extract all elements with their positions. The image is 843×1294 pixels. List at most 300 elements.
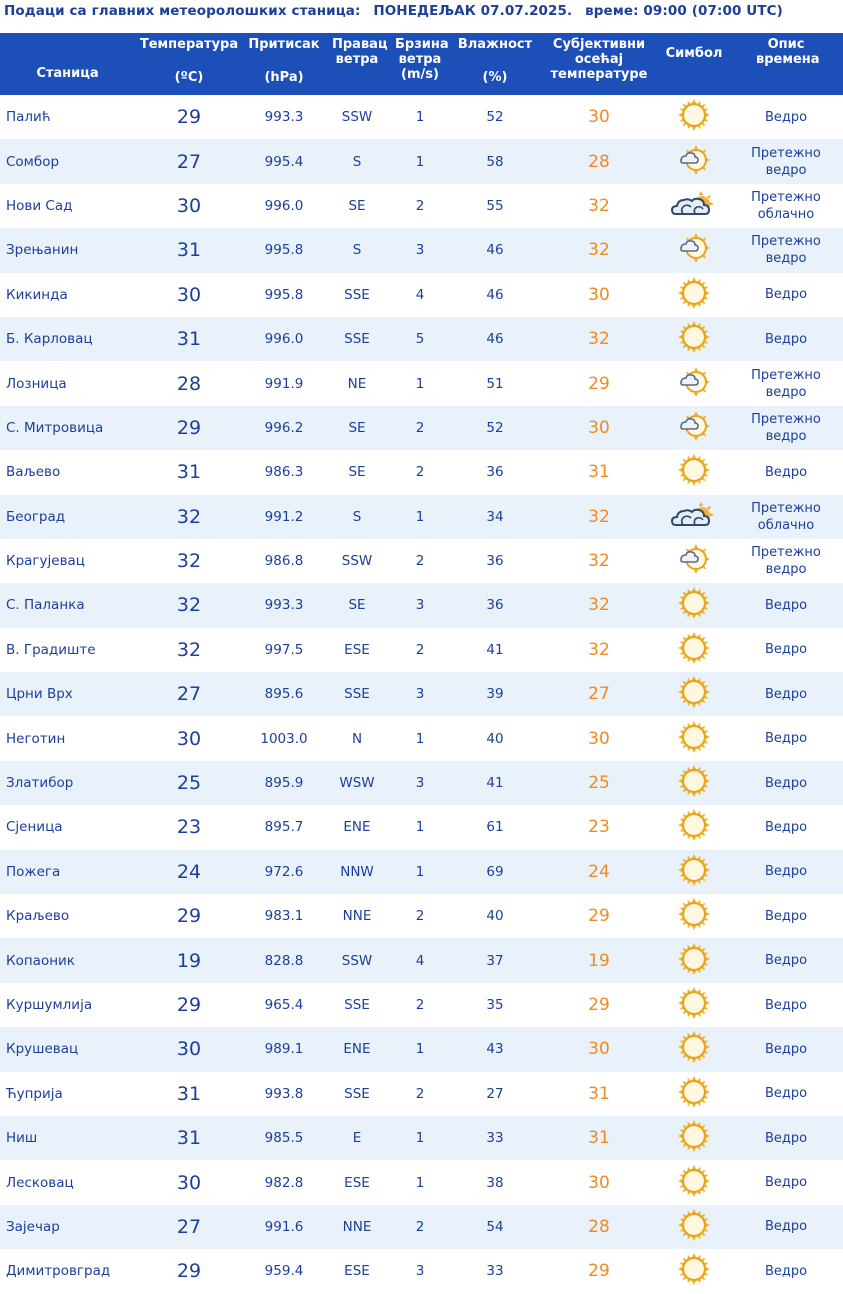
table-row [0, 273, 843, 317]
station-name: В. Градиште [6, 641, 96, 658]
humidity-value: 43 [486, 1041, 504, 1058]
table-row [0, 406, 843, 450]
wind-speed-value: 3 [415, 775, 425, 792]
table-header [0, 33, 843, 95]
pressure-value: 993.3 [264, 109, 304, 126]
wind-direction-value: SSE [344, 1085, 370, 1102]
station-name: С. Паланка [6, 597, 85, 614]
sun-icon [677, 98, 711, 136]
station-name: Лозница [6, 375, 67, 392]
humidity-value: 61 [486, 819, 504, 836]
weather-symbol [659, 894, 729, 938]
table-row [0, 228, 843, 272]
sun-icon [677, 276, 711, 314]
station-name: Краљево [6, 908, 70, 925]
wind-speed-value: 4 [415, 286, 425, 303]
feels-like-value: 31 [588, 1128, 610, 1149]
humidity-value: 27 [486, 1085, 504, 1102]
table-row [0, 894, 843, 938]
feels-like-value: 28 [588, 151, 610, 172]
temperature-value: 29 [176, 106, 202, 129]
title-date: ПОНЕДЕЉАК 07.07.2025. [373, 3, 573, 19]
station-name: Ћуприја [6, 1085, 63, 1102]
temperature-value: 29 [176, 416, 202, 439]
wind-speed-value: 2 [415, 1218, 425, 1235]
pressure-value: 972.6 [264, 863, 304, 880]
table-row [0, 983, 843, 1027]
wind-speed-value: 1 [415, 109, 425, 126]
station-name: Пожега [6, 863, 61, 880]
sun-icon [677, 853, 711, 891]
humidity-value: 69 [486, 863, 504, 880]
weather-symbol [659, 139, 729, 183]
temperature-value: 31 [176, 461, 202, 484]
wind-speed-value: 2 [415, 464, 425, 481]
table-row [0, 716, 843, 760]
wind-direction-value: SE [348, 464, 366, 481]
wind-speed-value: 1 [415, 1130, 425, 1147]
humidity-value: 41 [486, 641, 504, 658]
temperature-value: 32 [176, 594, 202, 617]
wind-direction-value: SE [348, 597, 366, 614]
weather-symbol [659, 1027, 729, 1071]
sun-cloud-icon [677, 542, 711, 580]
weather-symbol [659, 539, 729, 583]
sun-icon [677, 1208, 711, 1246]
station-name: Ваљево [6, 464, 61, 481]
wind-speed-value: 3 [415, 597, 425, 614]
temperature-value: 29 [176, 994, 202, 1016]
weather-description: Ведро [764, 819, 808, 835]
pressure-value: 995.4 [264, 153, 304, 170]
wind-speed-value: 2 [415, 197, 425, 214]
station-name: Крагујевац [6, 553, 85, 570]
table-row [0, 583, 843, 627]
wind-speed-value: 2 [415, 997, 425, 1013]
table-row [0, 761, 843, 805]
station-name: Зајечар [6, 1218, 60, 1235]
feels-like-value: 31 [588, 1083, 610, 1104]
weather-description: Претежно ведро [751, 234, 821, 267]
temperature-value: 30 [176, 727, 202, 750]
table-row [0, 628, 843, 672]
pressure-value: 959.4 [264, 1263, 304, 1280]
feels-like-value: 25 [588, 773, 610, 794]
pressure-value: 895.9 [264, 775, 304, 792]
weather-symbol [659, 761, 729, 805]
wind-speed-value: 1 [415, 1041, 425, 1058]
temperature-value: 31 [176, 328, 202, 351]
title-time: време: 09:00 (07:00 UTC) [585, 3, 783, 19]
wind-direction-value: ENE [343, 819, 371, 836]
pressure-value: 983.1 [264, 908, 304, 925]
wind-direction-value: NE [347, 375, 367, 392]
wind-direction-value: SSW [341, 553, 373, 570]
pressure-value: 986.8 [264, 553, 304, 570]
col-feels-like: Субјективни осећај температуре [550, 37, 648, 82]
table-row [0, 539, 843, 583]
wind-speed-value: 3 [415, 686, 425, 703]
wind-direction-value: NNW [340, 863, 374, 880]
humidity-value: 38 [486, 1174, 504, 1191]
pressure-value: 965.4 [264, 997, 304, 1013]
wind-speed-value: 2 [415, 1085, 425, 1102]
station-name: Златибор [6, 775, 74, 792]
feels-like-value: 32 [588, 506, 610, 527]
station-name: Кикинда [6, 286, 68, 303]
humidity-value: 46 [486, 286, 504, 303]
humidity-value: 54 [486, 1218, 504, 1235]
table-row [0, 1116, 843, 1160]
weather-symbol [659, 273, 729, 317]
pressure-value: 993.3 [264, 597, 304, 614]
table-row [0, 450, 843, 494]
humidity-value: 36 [486, 464, 504, 481]
humidity-value: 35 [486, 997, 504, 1013]
weather-symbol [659, 228, 729, 272]
feels-like-value: 32 [588, 595, 610, 616]
temperature-value: 31 [176, 239, 202, 262]
weather-description: Претежно ведро [751, 145, 821, 178]
temperature-value: 30 [176, 194, 202, 217]
feels-like-value: 19 [588, 950, 610, 971]
feels-like-value: 30 [588, 728, 610, 749]
pressure-value: 995.8 [264, 242, 304, 259]
wind-direction-value: S [352, 242, 362, 259]
sun-icon [677, 1030, 711, 1068]
col-temp: Температура (ºC) [139, 37, 239, 85]
temperature-value: 27 [176, 150, 202, 173]
wind-speed-value: 1 [415, 508, 425, 525]
feels-like-value: 30 [588, 417, 610, 438]
humidity-value: 40 [486, 908, 504, 925]
table-row [0, 1160, 843, 1204]
cloud-sun-icon [671, 498, 717, 536]
feels-like-value: 30 [588, 1172, 610, 1193]
wind-direction-value: N [351, 730, 363, 747]
station-name: Зрењанин [6, 242, 79, 259]
wind-direction-value: NNE [342, 1218, 372, 1235]
pressure-value: 985.5 [264, 1130, 304, 1147]
pressure-value: 991.2 [264, 508, 304, 525]
wind-speed-value: 2 [415, 908, 425, 925]
sun-icon [677, 986, 711, 1024]
station-name: Ниш [6, 1130, 38, 1147]
temperature-value: 24 [176, 860, 202, 883]
wind-direction-value: SE [348, 419, 366, 436]
humidity-value: 46 [486, 331, 504, 348]
feels-like-value: 24 [588, 861, 610, 882]
wind-speed-value: 2 [415, 419, 425, 436]
temperature-value: 30 [176, 283, 202, 306]
temperature-value: 25 [176, 772, 202, 795]
feels-like-value: 30 [588, 1039, 610, 1060]
weather-description: Ведро [764, 1130, 808, 1146]
feels-like-value: 32 [588, 551, 610, 572]
wind-direction-value: SSW [341, 952, 373, 969]
pressure-value: 993.8 [264, 1085, 304, 1102]
wind-direction-value: SSE [344, 997, 370, 1013]
title-prefix: Подаци са главних метеоролошких станица: [4, 3, 361, 19]
wind-speed-value: 2 [415, 641, 425, 658]
wind-direction-value: SE [348, 197, 366, 214]
pressure-value: 989.1 [264, 1041, 304, 1058]
table-row [0, 672, 843, 716]
weather-symbol [659, 628, 729, 672]
station-name: Лесковац [6, 1174, 74, 1191]
station-name: Копаоник [6, 952, 75, 969]
feels-like-value: 29 [588, 1261, 610, 1282]
table-row [0, 1205, 843, 1249]
sun-icon [677, 808, 711, 846]
wind-direction-value: ESE [344, 1174, 370, 1191]
col-station: Станица [36, 65, 99, 81]
weather-symbol [659, 1160, 729, 1204]
pressure-value: 986.3 [264, 464, 304, 481]
temperature-value: 32 [176, 638, 202, 661]
weather-description: Претежно ведро [751, 411, 821, 444]
station-name: Нови Сад [6, 197, 73, 214]
temperature-value: 29 [176, 905, 202, 928]
weather-symbol [659, 1116, 729, 1160]
temperature-value: 27 [176, 1215, 202, 1238]
sun-cloud-icon [677, 365, 711, 403]
pressure-value: 996.2 [264, 419, 304, 436]
feels-like-value: 29 [588, 995, 610, 1015]
table-row [0, 317, 843, 361]
table-row [0, 95, 843, 139]
pressure-value: 895.7 [264, 819, 304, 836]
station-name: Сомбор [6, 153, 60, 170]
temperature-value: 27 [176, 683, 202, 706]
weather-description: Ведро [764, 1175, 808, 1191]
sun-cloud-icon [677, 231, 711, 269]
weather-symbol [659, 450, 729, 494]
feels-like-value: 23 [588, 817, 610, 838]
temperature-value: 32 [176, 550, 202, 573]
station-name: Куршумлија [6, 997, 93, 1013]
page-title [4, 3, 791, 19]
humidity-value: 36 [486, 553, 504, 570]
weather-symbol [659, 850, 729, 894]
table-row [0, 139, 843, 183]
humidity-value: 33 [486, 1130, 504, 1147]
sun-cloud-icon [677, 143, 711, 181]
feels-like-value: 29 [588, 373, 610, 394]
station-name: Црни Врх [6, 686, 73, 703]
weather-symbol [659, 938, 729, 982]
humidity-value: 40 [486, 730, 504, 747]
wind-direction-value: NNE [342, 908, 372, 925]
sun-icon [677, 897, 711, 935]
col-pressure: Притисак (hPa) [248, 37, 320, 85]
station-name: Димитровград [6, 1263, 111, 1280]
col-humidity: Влажност (%) [457, 37, 533, 85]
weather-description: Претежно ведро [751, 367, 821, 400]
weather-symbol [659, 317, 729, 361]
feels-like-value: 32 [588, 195, 610, 216]
wind-direction-value: SSW [341, 109, 373, 126]
feels-like-value: 30 [588, 284, 610, 305]
col-symbol: Симбол [665, 46, 723, 61]
temperature-value: 31 [176, 1082, 202, 1105]
weather-symbol [659, 672, 729, 716]
wind-direction-value: ESE [344, 641, 370, 658]
table-row [0, 938, 843, 982]
wind-direction-value: SSE [344, 686, 370, 703]
sun-icon [677, 1075, 711, 1113]
wind-speed-value: 1 [415, 1174, 425, 1191]
humidity-value: 52 [486, 109, 504, 126]
humidity-value: 55 [486, 197, 504, 214]
sun-icon [677, 631, 711, 669]
humidity-value: 51 [486, 375, 504, 392]
station-name: Београд [6, 508, 66, 525]
table-row [0, 495, 843, 539]
sun-icon [677, 675, 711, 713]
wind-direction-value: S [352, 153, 362, 170]
sun-icon [677, 1119, 711, 1157]
pressure-value: 991.6 [264, 1218, 304, 1235]
cloud-sun-icon [671, 187, 717, 225]
wind-speed-value: 2 [415, 553, 425, 570]
weather-symbol [659, 1205, 729, 1249]
weather-symbol [659, 1249, 729, 1293]
weather-description: Ведро [764, 1263, 808, 1279]
temperature-value: 30 [176, 1171, 202, 1194]
sun-icon [677, 1252, 711, 1290]
pressure-value: 1003.0 [260, 730, 308, 747]
sun-icon [677, 586, 711, 624]
wind-speed-value: 1 [415, 730, 425, 747]
pressure-value: 991.9 [264, 375, 304, 392]
wind-speed-value: 5 [415, 331, 425, 348]
table-row [0, 361, 843, 405]
table-row [0, 805, 843, 849]
sun-icon [677, 942, 711, 980]
pressure-value: 895.6 [264, 686, 304, 703]
wind-speed-value: 3 [415, 242, 425, 259]
weather-symbol [659, 95, 729, 139]
temperature-value: 32 [176, 505, 202, 528]
table-row [0, 850, 843, 894]
wind-direction-value: SSE [344, 286, 370, 303]
wind-direction-value: ESE [344, 1263, 370, 1280]
weather-description: Ведро [764, 686, 808, 702]
sun-icon [677, 1164, 711, 1202]
weather-description: Ведро [764, 1041, 808, 1057]
humidity-value: 34 [486, 508, 504, 525]
weather-symbol [659, 716, 729, 760]
feels-like-value: 30 [588, 107, 610, 128]
humidity-value: 37 [486, 952, 504, 969]
weather-symbol [659, 983, 729, 1027]
wind-direction-value: WSW [339, 775, 375, 792]
station-name: Сјеница [6, 819, 63, 836]
weather-description: Претежно облачно [751, 500, 821, 533]
feels-like-value: 29 [588, 906, 610, 927]
wind-direction-value: E [352, 1130, 362, 1147]
weather-description: Ведро [764, 331, 808, 347]
weather-description: Ведро [764, 287, 808, 303]
humidity-value: 39 [486, 686, 504, 703]
table-row [0, 1072, 843, 1116]
humidity-value: 58 [486, 153, 504, 170]
temperature-value: 19 [176, 949, 202, 972]
humidity-value: 46 [486, 242, 504, 259]
weather-description: Ведро [764, 1219, 808, 1235]
table-row [0, 184, 843, 228]
station-name: Неготин [6, 730, 66, 747]
sun-icon [677, 320, 711, 358]
humidity-value: 33 [486, 1263, 504, 1280]
col-wind-direction: Правац ветра [332, 37, 388, 67]
sun-icon [677, 720, 711, 758]
weather-description: Ведро [764, 597, 808, 613]
weather-description: Ведро [764, 864, 808, 880]
humidity-value: 36 [486, 597, 504, 614]
table-row [0, 1249, 843, 1293]
pressure-value: 982.8 [264, 1174, 304, 1191]
feels-like-value: 32 [588, 240, 610, 261]
feels-like-value: 32 [588, 329, 610, 350]
temperature-value: 29 [176, 1260, 202, 1283]
wind-speed-value: 1 [415, 375, 425, 392]
weather-symbol [659, 583, 729, 627]
wind-speed-value: 4 [415, 952, 425, 969]
weather-description: Претежно облачно [751, 189, 821, 222]
weather-table [0, 33, 843, 1294]
weather-symbol [659, 406, 729, 450]
weather-symbol [659, 184, 729, 228]
temperature-value: 23 [176, 816, 202, 839]
weather-description: Ведро [764, 109, 808, 125]
col-wind-speed: Брзина ветра (m/s) [395, 37, 449, 82]
weather-symbol [659, 1072, 729, 1116]
sun-icon [677, 453, 711, 491]
station-name: С. Митровица [6, 419, 104, 436]
station-name: Крушевац [6, 1041, 79, 1058]
temperature-value: 28 [176, 372, 202, 395]
col-description: Опис времена [756, 37, 820, 67]
weather-symbol [659, 361, 729, 405]
humidity-value: 41 [486, 775, 504, 792]
weather-description: Ведро [764, 997, 808, 1013]
weather-description: Ведро [764, 775, 808, 791]
humidity-value: 52 [486, 419, 504, 436]
wind-direction-value: SSE [344, 331, 370, 348]
station-name: Б. Карловац [6, 331, 93, 348]
weather-symbol [659, 495, 729, 539]
feels-like-value: 27 [588, 684, 610, 705]
temperature-value: 31 [176, 1127, 202, 1150]
feels-like-value: 32 [588, 639, 610, 660]
weather-description: Ведро [764, 731, 808, 747]
table-row [0, 1027, 843, 1071]
station-name: Палић [6, 109, 51, 126]
feels-like-value: 28 [588, 1216, 610, 1237]
weather-description: Ведро [764, 1086, 808, 1102]
weather-description: Претежно ведро [751, 545, 821, 578]
sun-icon [677, 764, 711, 802]
wind-direction-value: S [352, 508, 362, 525]
wind-speed-value: 3 [415, 1263, 425, 1280]
pressure-value: 996.0 [264, 197, 304, 214]
weather-symbol [659, 805, 729, 849]
weather-description: Ведро [764, 908, 808, 924]
pressure-value: 828.8 [264, 952, 304, 969]
wind-direction-value: ENE [343, 1041, 371, 1058]
